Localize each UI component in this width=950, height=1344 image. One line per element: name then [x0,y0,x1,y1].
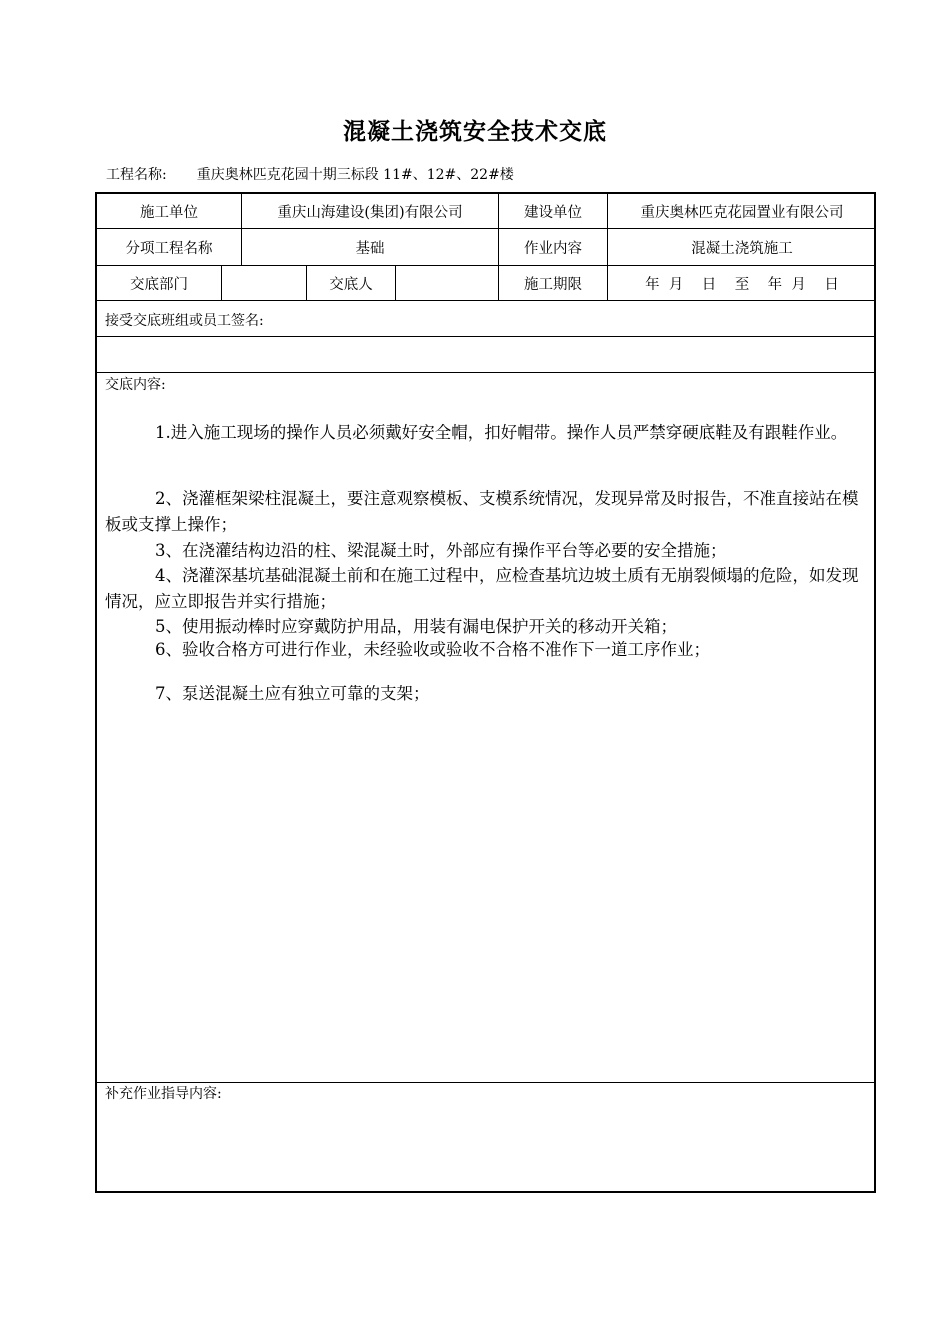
project-name-line [106,164,514,184]
content-item: 6、验收合格方可进行作业，未经验收或验收不合格不准作下一道工序作业； [155,640,710,659]
content-item: 2、浇灌框架梁柱混凝土，要注意观察模板、支模系统情况，发现异常及时报告，不准直接站在模板或支撑上操作； [105,489,859,534]
person-value [396,266,498,300]
person-label: 交底人 [329,276,373,293]
disclosure-table [95,192,876,1193]
signature-area [97,337,876,372]
owner-unit-value: 重庆奥林匹克花园置业有限公司 [640,204,844,221]
sub-project-label: 分项工程名称 [125,240,213,257]
project-name-value: 重庆奥林匹克花园十期三标段 11#、12#、22#楼 [196,167,514,183]
content-item: 4、浇灌深基坑基础混凝土前和在施工过程中，应检查基坑边坡土质有无崩裂倾塌的危险，如发现情况，应立即报告并实行措施； [105,566,859,611]
construction-unit-label: 施工单位 [140,204,198,221]
content-label: 交底内容: [105,377,166,393]
period-value: 年 月 日 至 年 月 日 [645,276,839,293]
content-item: 1.进入施工现场的操作人员必须戴好安全帽，扣好帽带。操作人员严禁穿硬底鞋及有跟鞋作业。 [155,423,848,442]
owner-unit-label: 建设单位 [524,204,582,221]
department-label: 交底部门 [130,276,188,293]
department-value [222,266,306,300]
content-item: 3、在浇灌结构边沿的柱、梁混凝土时，外部应有操作平台等必要的安全措施； [155,541,727,560]
period-label: 施工期限 [524,276,582,293]
project-name-label: 工程名称: [106,167,167,183]
work-content-label: 作业内容 [524,240,582,257]
content-item: 5、使用振动棒时应穿戴防护用品，用装有漏电保护开关的移动开关箱； [155,617,677,636]
row-divider [97,372,874,373]
supplement-label: 补充作业指导内容: [105,1086,222,1102]
sub-project-value: 基础 [355,240,385,257]
signature-label: 接受交底班组或员工签名: [105,313,264,329]
document-title: 混凝土浇筑安全技术交底 [343,119,607,145]
content-item: 7、泵送混凝土应有独立可靠的支架； [155,684,430,703]
work-content-value: 混凝土浇筑施工 [691,240,793,257]
row-divider [97,300,874,301]
construction-unit-value: 重庆山海建设(集团)有限公司 [277,204,463,221]
